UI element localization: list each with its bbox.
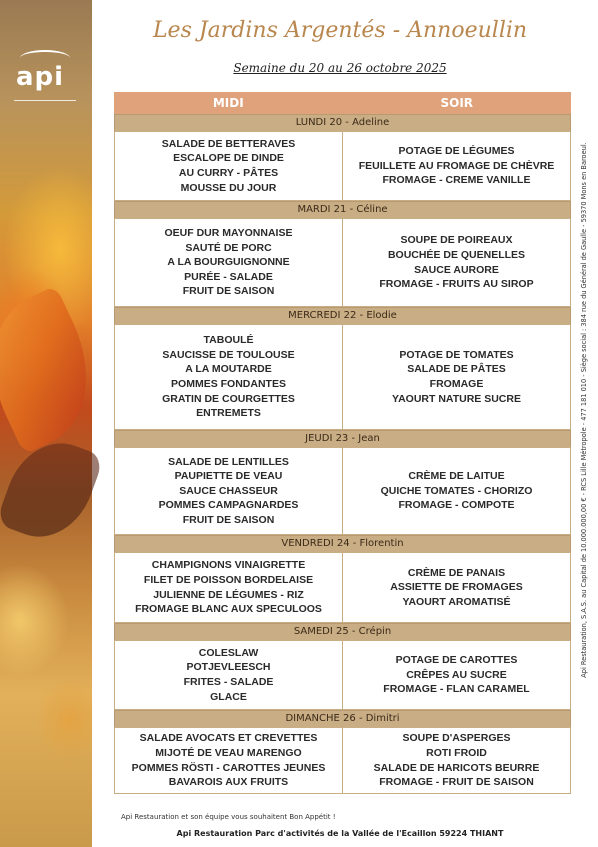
menu-item: YAOURT AROMATISÉ xyxy=(402,595,511,608)
menu-item: JULIENNE DE LÉGUMES - RIZ xyxy=(153,588,304,601)
day-row xyxy=(114,727,571,794)
menu-item: COLESLAW xyxy=(198,646,259,659)
legal-side-text xyxy=(578,90,590,730)
menu-item: FILET DE POISSON BORDELAISE xyxy=(143,573,314,586)
menu-item: CRÊPES AU SUCRE xyxy=(406,668,507,681)
menu-item: YAOURT NATURE SUCRE xyxy=(392,392,521,405)
menu-item: FROMAGE - CREME VANILLE xyxy=(382,174,531,187)
midi-cell xyxy=(115,553,343,622)
menu-item: SALADE DE LENTILLES xyxy=(168,455,289,468)
menu-item: GLACE xyxy=(210,690,247,703)
menu-header xyxy=(114,92,571,114)
menu-item: QUICHE TOMATES - CHORIZO xyxy=(380,484,533,497)
day-label: VENDREDI 24 - Florentin xyxy=(114,535,571,552)
menu-item: FROMAGE BLANC AUX SPECULOOS xyxy=(135,603,322,616)
menu-item: A LA BOURGUIGNONNE xyxy=(167,256,290,269)
midi-cell xyxy=(115,448,343,534)
soir-cell xyxy=(343,219,570,306)
autumn-leaf-image xyxy=(0,285,115,454)
menu-item: FROMAGE - FLAN CARAMEL xyxy=(383,683,530,696)
decorative-autumn-strip xyxy=(0,0,92,847)
menu-item: OEUF DUR MAYONNAISE xyxy=(164,227,293,240)
day-label: DIMANCHE 26 - Dimitri xyxy=(114,710,571,727)
menu-item: SOUPE DE POIREAUX xyxy=(400,234,513,247)
menu-item: ENTREMETS xyxy=(196,407,261,420)
day-row xyxy=(114,324,571,430)
menu-item: POTAGE DE CAROTTES xyxy=(395,654,518,667)
menu-item: POMMES CAMPAGNARDES xyxy=(158,499,299,512)
day-label: MARDI 21 - Céline xyxy=(114,201,571,218)
menu-item: TABOULÉ xyxy=(203,334,254,347)
day-row xyxy=(114,218,571,307)
menu-item: SAUCE CHASSEUR xyxy=(179,484,278,497)
midi-cell xyxy=(115,641,343,709)
menu-item: SALADE DE HARICOTS BEURRE xyxy=(373,761,540,774)
menu-item: PURÉE - SALADE xyxy=(184,270,273,283)
soir-cell xyxy=(343,132,570,200)
soir-cell xyxy=(343,325,570,429)
day-row xyxy=(114,640,571,710)
footer-note: Api Restauration et son équipe vous souhaitent Bon Appétit ! xyxy=(121,813,336,821)
legal-side-label: Api Restauration, S.A.S. au Capital de 10.000.000,00 € - RCS Lille Métropole - 477 181 010 - Siège social : 384 rue du Général de Gaulle - 59370 Mons en Baroeul. xyxy=(580,142,588,678)
api-logo: api xyxy=(16,62,65,92)
header-soir: SOIR xyxy=(440,96,474,110)
menu-item: FEUILLETE AU FROMAGE DE CHÈVRE xyxy=(358,159,555,172)
menu-item: PAUPIETTE DE VEAU xyxy=(174,470,283,483)
menu-item: ESCALOPE DE DINDE xyxy=(173,152,284,165)
menu-item: FROMAGE - FRUIT DE SAISON xyxy=(379,776,534,789)
day-label: MERCREDI 22 - Elodie xyxy=(114,307,571,324)
menu-item: SALADE DE BETTERAVES xyxy=(161,137,296,150)
day-label: SAMEDI 25 - Crépin xyxy=(114,623,571,640)
menu-item: CHAMPIGNONS VINAIGRETTE xyxy=(151,559,306,572)
day-label: LUNDI 20 - Adeline xyxy=(114,114,571,131)
menu-item: FRUIT DE SAISON xyxy=(182,285,275,298)
menu-item: SALADE AVOCATS ET CREVETTES xyxy=(139,732,318,745)
menu-item: POMMES RÖSTI - CAROTTES JEUNES xyxy=(131,761,326,774)
midi-cell xyxy=(115,132,343,200)
day-label: JEUDI 23 - Jean xyxy=(114,430,571,447)
soir-cell xyxy=(343,553,570,622)
soir-cell xyxy=(343,448,570,534)
menu-item: FROMAGE - COMPOTE xyxy=(398,499,515,512)
menu-table xyxy=(114,92,571,794)
day-row xyxy=(114,552,571,623)
header-midi: MIDI xyxy=(212,96,244,110)
menu-item: CRÈME DE LAITUE xyxy=(408,470,505,483)
autumn-leaf-shadow-image xyxy=(0,429,105,550)
menu-item: SAUTÉ DE PORC xyxy=(185,241,272,254)
week-range: Semaine du 20 au 26 octobre 2025 xyxy=(233,61,447,75)
menu-item: SALADE DE PÂTES xyxy=(407,363,506,376)
menu-item: ASSIETTE DE FROMAGES xyxy=(390,581,523,594)
menu-item: AU CURRY - PÂTES xyxy=(178,167,279,179)
day-row xyxy=(114,131,571,201)
menu-item: ROTI FROID xyxy=(426,746,487,759)
soir-cell xyxy=(343,641,570,709)
menu-item: CRÈME DE PANAIS xyxy=(407,566,506,579)
page-title: Les Jardins Argentés - Annoeullin xyxy=(152,18,528,43)
midi-cell xyxy=(115,325,343,429)
menu-item: POTAGE DE LÉGUMES xyxy=(398,145,515,158)
menu-item: BOUCHÉE DE QUENELLES xyxy=(387,248,526,261)
days-container xyxy=(114,114,571,794)
menu-item: SAUCE AURORE xyxy=(414,263,499,276)
day-row xyxy=(114,447,571,535)
menu-item: FRUIT DE SAISON xyxy=(182,513,275,526)
menu-item: FROMAGE xyxy=(429,378,484,390)
soir-cell xyxy=(343,728,570,793)
menu-item: SAUCISSE DE TOULOUSE xyxy=(162,348,295,361)
midi-cell xyxy=(115,728,343,793)
menu-item: FRITES - SALADE xyxy=(183,676,274,688)
menu-item: BAVAROIS AUX FRUITS xyxy=(168,776,289,789)
menu-item: POTJEVLEESCH xyxy=(186,661,271,674)
menu-item: POTAGE DE TOMATES xyxy=(399,348,514,361)
midi-cell xyxy=(115,219,343,306)
menu-item: MIJOTÉ DE VEAU MARENGO xyxy=(155,746,302,759)
menu-item: A LA MOUTARDE xyxy=(185,363,272,376)
menu-item: POMMES FONDANTES xyxy=(171,378,286,390)
menu-item: SOUPE D'ASPERGES xyxy=(402,732,511,745)
footer-address: Api Restauration Parc d'activités de la Vallée de l'Ecaillon 59224 THIANT xyxy=(176,829,504,838)
menu-item: GRATIN DE COURGETTES xyxy=(162,392,295,405)
menu-item: FROMAGE - FRUITS AU SIROP xyxy=(379,278,534,291)
menu-item: MOUSSE DU JOUR xyxy=(180,181,277,194)
logo-underline xyxy=(14,100,76,101)
